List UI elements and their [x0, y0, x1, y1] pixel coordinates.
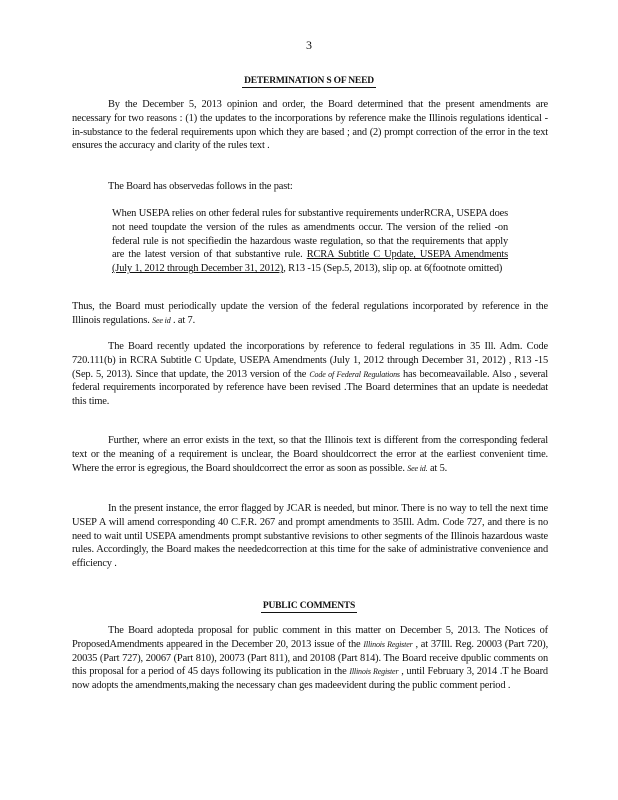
- see-id-citation: See id: [152, 315, 171, 325]
- see-id-citation-2: See id.: [407, 463, 428, 473]
- paragraph-error-correction: Further, where an error exists in the text, so that the Illinois text is different from the corresponding federal text or the meaning of a requirement is unclear, the Board shouldcorrect the error at the earliest convenient time. Where the error is egregious, the Board shouldcorrect the error as soon as possible. See id. at 5.: [72, 435, 548, 474]
- page-number: 3: [306, 38, 312, 52]
- quote-citation-title: RCRA Subtitle C Update, USEPA Amendments (July 1, 2012 through December 31, 2012): [112, 249, 509, 275]
- cfr-title: Code of Federal Regulations: [309, 369, 400, 379]
- paragraph-periodic-update: Thus, the Board must periodically update the version of the federal regulations incorporated by reference in the Illinois regulations. See id . at 7.: [72, 301, 548, 326]
- section-heading-public-comments: PUBLIC COMMENTS: [262, 601, 356, 611]
- quote-text: When USEPA relies on other federal rules for substantive requirements underRCRA, USEPA does not need toupdate the version of the rules as amendments occur. The version of the relied -on federal rule is not specifiedin the hazardous waste regulation, so that the requirements that apply are the latest version of that substantive rule.: [112, 208, 508, 261]
- paragraph-public-comments: The Board adopteda proposal for public comment in this matter on December 5, 2013. The Notices of ProposedAmendments appeared in the December 20, 2013 issue of the Illinois Register , at 37Ill. Reg. 20003 (Part 720), 20035 (Part 727), 20067 (Part 810), 20073 (Part 811), and 20108 (Part 814). The Board receive dpublic comments on this proposal for a period of 45 days following its publication in the Illinois Register , until February 3, 2014 .T he Board now adopts the amendments,making the necessary chan ges madeevident during the public comment period .: [72, 625, 549, 692]
- quote-citation-rest: , R13 -15 (Sep.5, 2013), slip op. at 6(footnote omitted): [283, 263, 503, 275]
- paragraph-recent-update: The Board recently updated the incorporations by reference to federal regulations in 35 Ill. Adm. Code 720.111(b) in RCRA Subtitle C Update, USEPA Amendments (July 1, 2012 through December 31, 2012) , R13 -15 (Sep. 5, 2013). Since that update, the 2013 version of the Code of Federal Regulations has becomeavailable. Also , several federal requirements incorporated by reference have been revised .The Board determines that an update is neededat this time.: [72, 341, 548, 408]
- section-heading-determination: DETERMINATION S OF NEED: [244, 76, 374, 86]
- paragraph-present-instance: In the present instance, the error flagged by JCAR is needed, but minor. There is no way to tell the next time USEP A will amend corresponding 40 C.F.R. 267 and prompt amendments to 35Ill. Adm. Code 727, and there is no need to wait until USEPA amendments prompt substantive revisions to other segments of the Illinois hazardous waste rules. Accordingly, the Board makes the neededcorrection at this time for the sake of administrative convenience and efficiency .: [72, 503, 548, 570]
- block-quote: [112, 207, 508, 276]
- illinois-register-title: Illinois Register: [363, 639, 413, 649]
- illinois-register-title-2: Illinois Register: [349, 667, 399, 677]
- paragraph-necessity: By the December 5, 2013 opinion and order, the Board determined that the present amendments are necessary for two reasons : (1) the updates to the incorporations by reference make the Illinois regulations identical -in-substance to the federal requirements upon which they are based ; and (2) prompt correction of the error in the text ensures the accuracy and clarity of the rules text .: [72, 99, 548, 152]
- paragraph-observed: The Board has observedas follows in the past:: [108, 181, 293, 192]
